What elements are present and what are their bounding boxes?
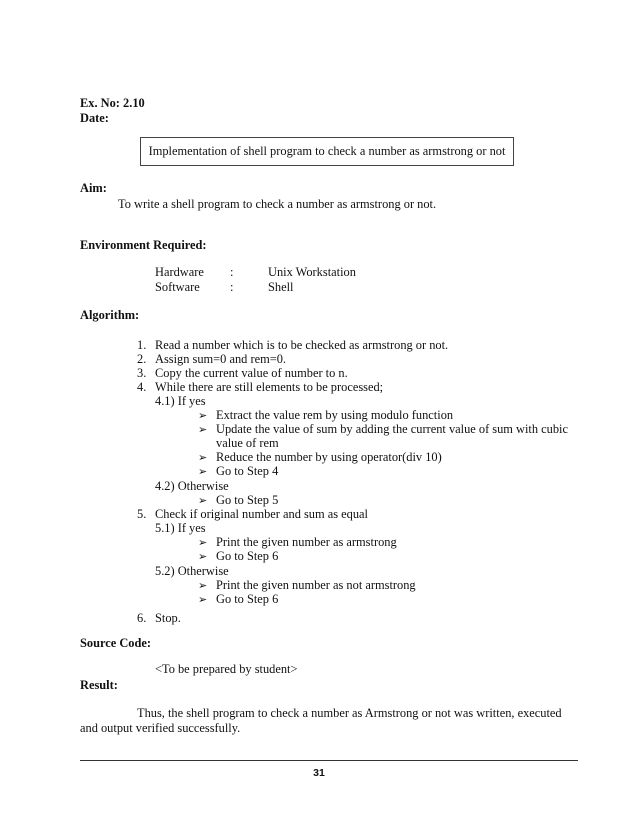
substep-text: 4.1) If yes [155, 394, 206, 408]
step-number: 3. [137, 366, 147, 380]
bullet-text: Print the given number as not armstrong [216, 578, 416, 592]
env-label-software: Software [155, 280, 200, 294]
footer-divider [80, 760, 578, 761]
env-sep-software: : [230, 280, 234, 294]
bullet-text: Print the given number as armstrong [216, 535, 397, 549]
env-label-hardware: Hardware [155, 265, 204, 279]
bullet-text: Go to Step 4 [216, 464, 279, 478]
bullet-text-continued: value of rem [216, 436, 279, 450]
env-sep-hardware: : [230, 265, 234, 279]
substep-text: 5.1) If yes [155, 521, 206, 535]
arrow-bullet-icon: ➢ [198, 494, 208, 507]
page-number: 31 [313, 767, 325, 779]
step-number: 5. [137, 507, 147, 521]
substep-text: 4.2) Otherwise [155, 479, 229, 493]
exercise-number: Ex. No: 2.10 [80, 96, 145, 110]
step-text: Assign sum=0 and rem=0. [155, 352, 286, 366]
aim-heading: Aim: [80, 181, 107, 195]
arrow-bullet-icon: ➢ [198, 409, 208, 422]
algorithm-heading: Algorithm: [80, 308, 140, 322]
step-number: 6. [137, 611, 147, 625]
arrow-bullet-icon: ➢ [198, 465, 208, 478]
source-code-placeholder: <To be prepared by student> [155, 662, 298, 676]
arrow-bullet-icon: ➢ [198, 593, 208, 606]
arrow-bullet-icon: ➢ [198, 451, 208, 464]
env-value-hardware: Unix Workstation [268, 265, 356, 279]
step-text: Copy the current value of number to n. [155, 366, 348, 380]
bullet-text: Update the value of sum by adding the current value of sum with cubic [216, 422, 569, 436]
arrow-bullet-icon: ➢ [198, 536, 208, 549]
source-code-heading: Source Code: [80, 636, 152, 650]
title-text: Implementation of shell program to check a number as armstrong or not [148, 144, 506, 158]
arrow-bullet-icon: ➢ [198, 579, 208, 592]
substep-text: 5.2) Otherwise [155, 564, 229, 578]
step-text: Stop. [155, 611, 181, 625]
bullet-text: Reduce the number by using operator(div 10) [216, 450, 442, 464]
step-text: While there are still elements to be processed; [155, 380, 384, 394]
env-value-software: Shell [268, 280, 294, 294]
result-text-line1: Thus, the shell program to check a number as Armstrong or not was written, executed [137, 706, 562, 720]
environment-heading: Environment Required: [80, 238, 207, 252]
title-box [140, 137, 514, 166]
result-text-line2: and output verified successfully. [80, 721, 241, 735]
result-heading: Result: [80, 678, 118, 692]
step-text: Check if original number and sum as equal [155, 507, 368, 521]
step-number: 1. [137, 338, 147, 352]
bullet-text: Go to Step 5 [216, 493, 279, 507]
step-text: Read a number which is to be checked as armstrong or not. [155, 338, 449, 352]
date-label: Date: [80, 111, 109, 125]
arrow-bullet-icon: ➢ [198, 550, 208, 563]
aim-text: To write a shell program to check a number as armstrong or not. [118, 197, 437, 211]
bullet-text: Go to Step 6 [216, 592, 279, 606]
arrow-bullet-icon: ➢ [198, 423, 208, 436]
bullet-text: Go to Step 6 [216, 549, 279, 563]
step-number: 4. [137, 380, 147, 394]
step-number: 2. [137, 352, 147, 366]
bullet-text: Extract the value rem by using modulo function [216, 408, 454, 422]
